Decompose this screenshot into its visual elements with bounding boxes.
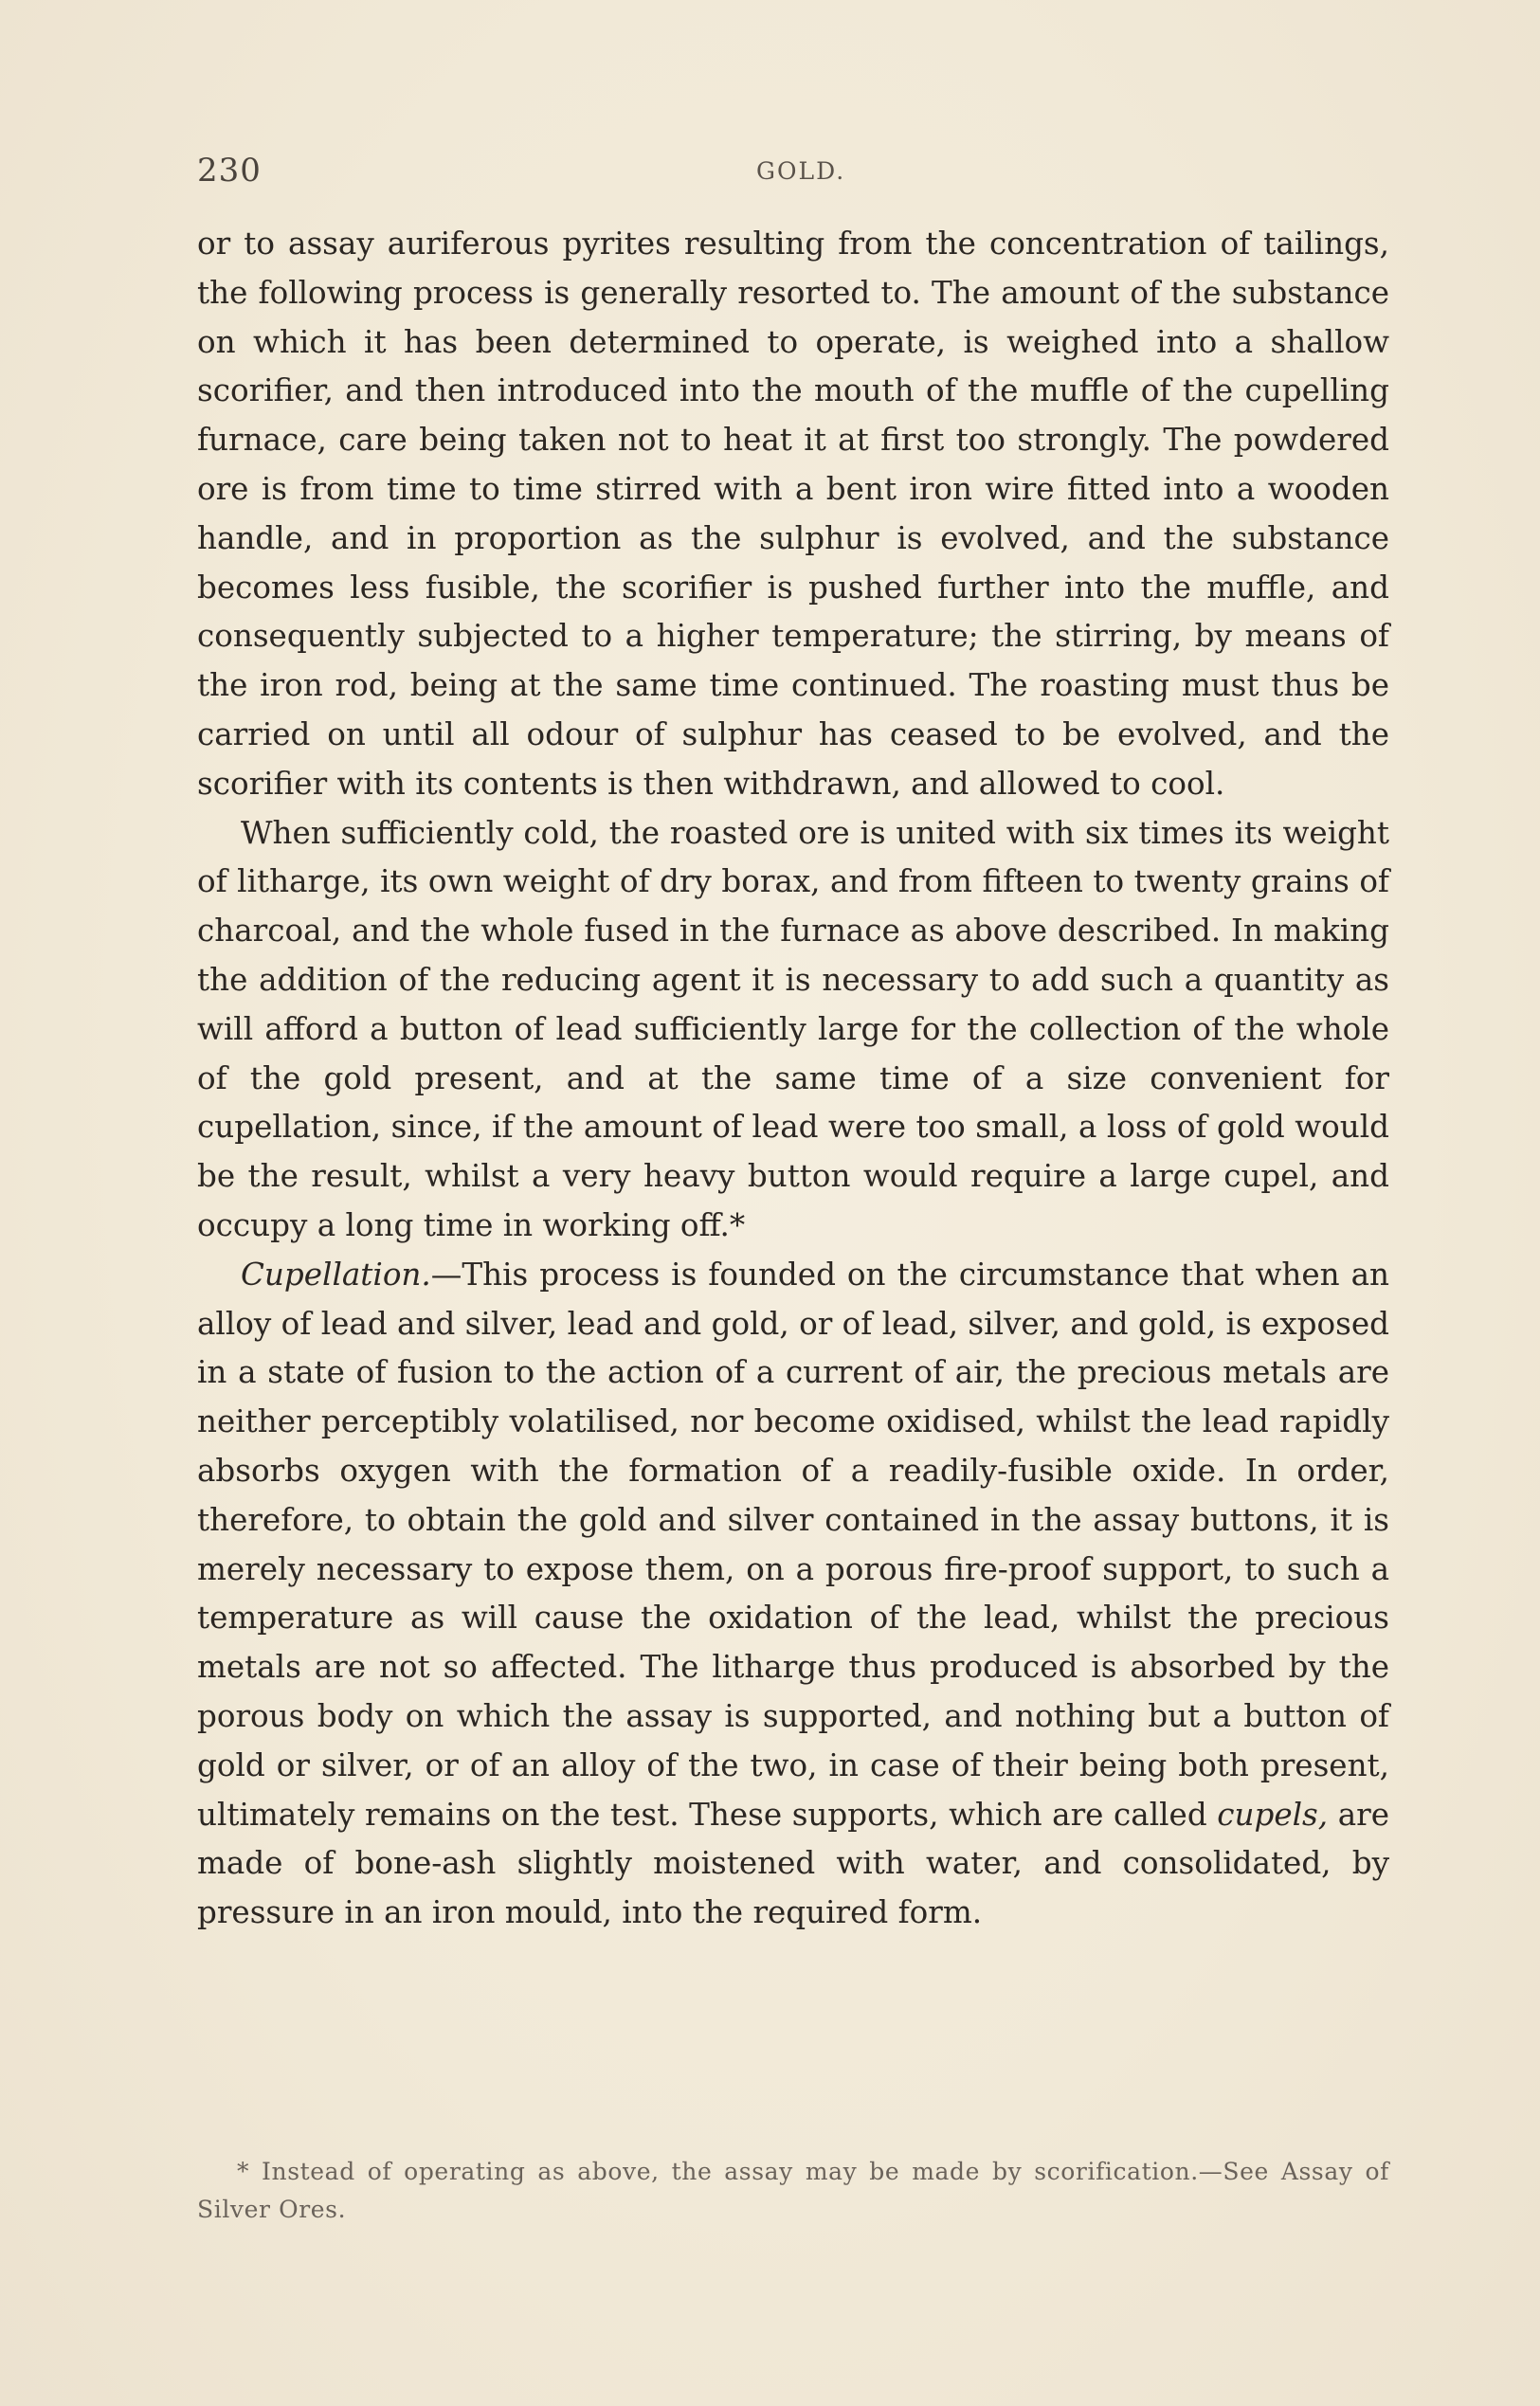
cupellation-text-part1: —This process is founded on the circumstance that when an alloy of lead and silver, lead and gold, or of lead, silver, and gold, is exposed in a state of fusion to the action of a current of air, the precious metals are neither perceptibly volatilised, nor become oxidised, whilst the lead rapidly absorbs oxygen with the formation of a readily-fusible oxide. In order, therefore, to obtain the gold and silver contained in the assay buttons, it is merely necessary to expose them, on a porous fire-proof support, to such a temperature as will cause the oxidation of the lead, whilst the precious metals are not so affected. The litharge thus produced is absorbed by the porous body on which the assay is supported, and nothing but a button of gold or silver, or of an alloy of the two, in case of their being both present, ultimately remains on the test. These supports, which are called (197, 1256, 1389, 1833)
paragraph-litharge: When sufficiently cold, the roasted ore is united with six times its weight of litharge, its own weight of dry borax, and from fifteen to twenty grains of charcoal, and the whole fused in the furnace as above described. In making the addition of the reducing agent it is necessary to add such a quantity as will afford a button of lead sufficiently large for the collection of the whole of the gold present, and at the same time of a size convenient for cupellation, since, if the amount of lead were too small, a loss of gold would be the result, whilst a very heavy button would require a large cupel, and occupy a long time in working off.* (197, 814, 1389, 1243)
cupellation-heading: Cupellation. (241, 1256, 431, 1293)
paragraph-continued: or to assay auriferous pyrites resulting from the concentration of tailings, the following process is generally resorted to. The amount of the substance on which it has been determined to operate, is weighed into a shallow scorifier, and then introduced into the mouth of the muffle of the cupelling furnace, care being taken not to heat it at first too strongly. The powdered ore is from time to time stirred with a bent iron wire fitted into a wooden handle, and in proportion as the sulphur is evolved, and the substance becomes less fusible, the scorifier is pushed further into the muffle, and consequently subjected to a higher temperature; the stirring, by means of the iron rod, being at the same time continued. The roasting must thus be carried on until all odour of sulphur has ceased to be evolved, and the scorifier with its contents is then withdrawn, and allowed to cool. (197, 226, 1389, 802)
page-number: 230 (197, 152, 262, 190)
cupels-term: cupels, (1217, 1796, 1329, 1833)
page-header (197, 152, 1389, 199)
body-text (197, 220, 1389, 1938)
cupellation-text-part2: are made of bone-ash slightly moistened with water, and consolidated, by pressure in an iron mould, into the required form. (197, 1796, 1389, 1931)
footnote: * Instead of operating as above, the assay may be made by scorification.—See Assay of Silver Ores. (197, 2158, 1389, 2223)
running-head: GOLD. (756, 157, 846, 185)
paragraph-cupellation (197, 1251, 1389, 1938)
